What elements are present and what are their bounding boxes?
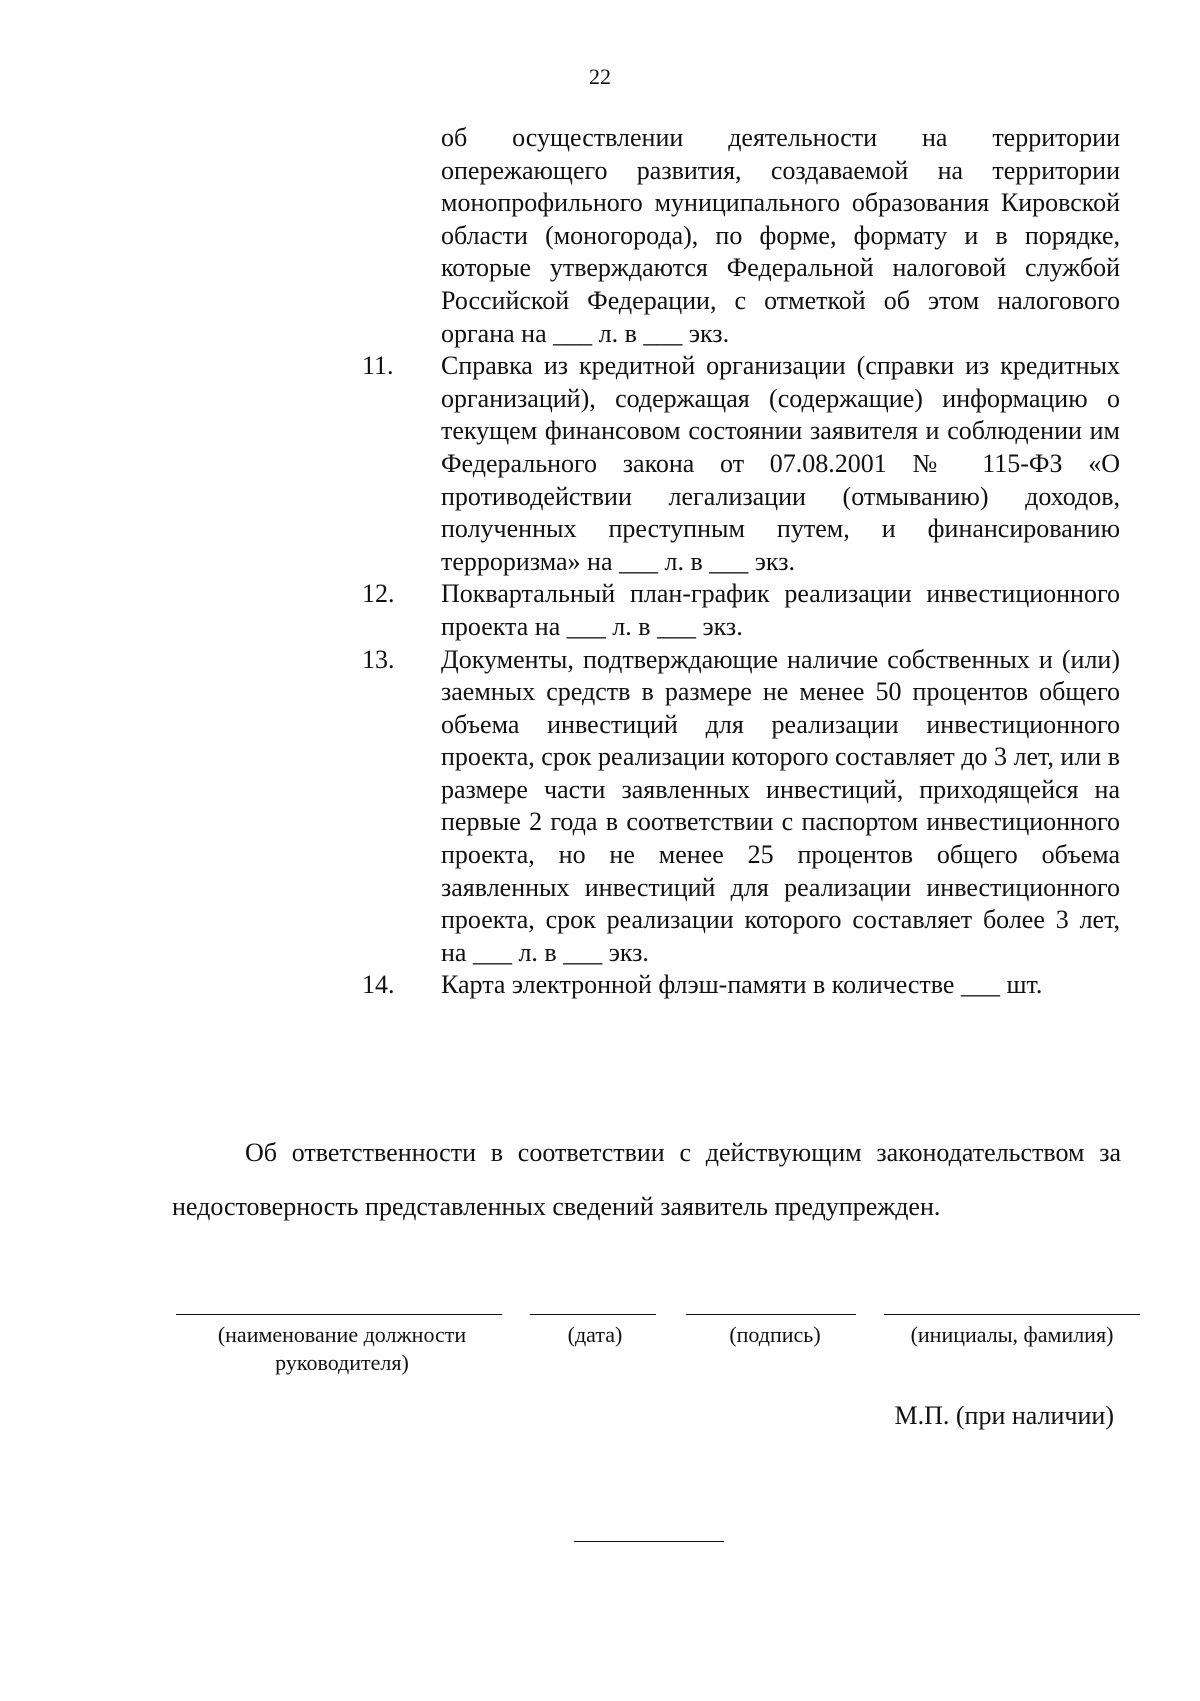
item-number: 14. <box>362 970 395 1000</box>
stamp-note: М.П. (при наличии) <box>894 1401 1114 1430</box>
list-item-13 <box>0 644 1200 970</box>
name-signature-line <box>884 1314 1140 1315</box>
list-item-11 <box>0 350 1200 578</box>
item-text: Поквартальный план-график реализации инвестиционного проекта на ___ л. в ___ экз. <box>441 579 1120 641</box>
list-item-continuation <box>0 122 1200 350</box>
liability-warning: Об ответственности в соответствии с действующим законодательством за недостоверность представленных сведений заявитель предупрежден. <box>172 1138 1121 1221</box>
signature-label: (подпись) <box>729 1322 821 1347</box>
item-number: 11. <box>362 351 394 381</box>
list-item-14 <box>0 969 1200 1002</box>
name-label: (инициалы, фамилия) <box>910 1322 1114 1347</box>
item-text: Документы, подтверждающие наличие собственных и (или) заемных средств в размере не менее 50 процентов общего объема инвестиций для реализации инвестиционного проекта, срок реализации которого составляет до 3 лет, или в размере части заявленных инвестиций, приходящейся на первые 2 года в соответствии с паспортом инвестиционного проекта, но не менее 25 процентов общего объема заявленных инвестиций для реализации инвестиционного проекта, срок реализации которого составляет более 3 лет, на ___ л. в ___ экз. <box>441 644 1120 967</box>
item-number: 13. <box>362 644 395 674</box>
item-text: Справка из кредитной организации (справки из кредитных организаций), содержащая (содержащие) информацию о текущем финансовом состоянии заявителя и соблюдении им Федерального закона от 07.08.2001 № 115-ФЗ «О противодействии легализации (отмыванию) доходов, полученных преступным путем, и финансированию терроризма» на ___ л. в ___ экз. <box>441 351 1120 576</box>
signature-line <box>686 1314 856 1315</box>
position-label: (наименование должности руководителя) <box>217 1322 467 1375</box>
item-text: об осуществлении деятельности на территории опережающего развития, создаваемой на территории монопрофильного муниципального образования Кировской области (моногорода), по форме, формату и в порядке, которые утверждаются Федеральной налоговой службой Российской Федерации, с отметкой об этом налогового органа на ___ л. в ___ экз. <box>441 123 1120 348</box>
item-number: 12. <box>362 579 395 609</box>
document-list <box>0 122 1200 1002</box>
list-item-12 <box>0 578 1200 643</box>
position-signature-line <box>176 1314 502 1315</box>
end-of-document-line <box>574 1541 724 1542</box>
date-signature-line <box>530 1314 656 1315</box>
date-label: (дата) <box>567 1322 623 1347</box>
page-number: 22 <box>589 64 611 89</box>
item-text: Карта электронной флэш-памяти в количестве ___ шт. <box>441 970 1043 1000</box>
